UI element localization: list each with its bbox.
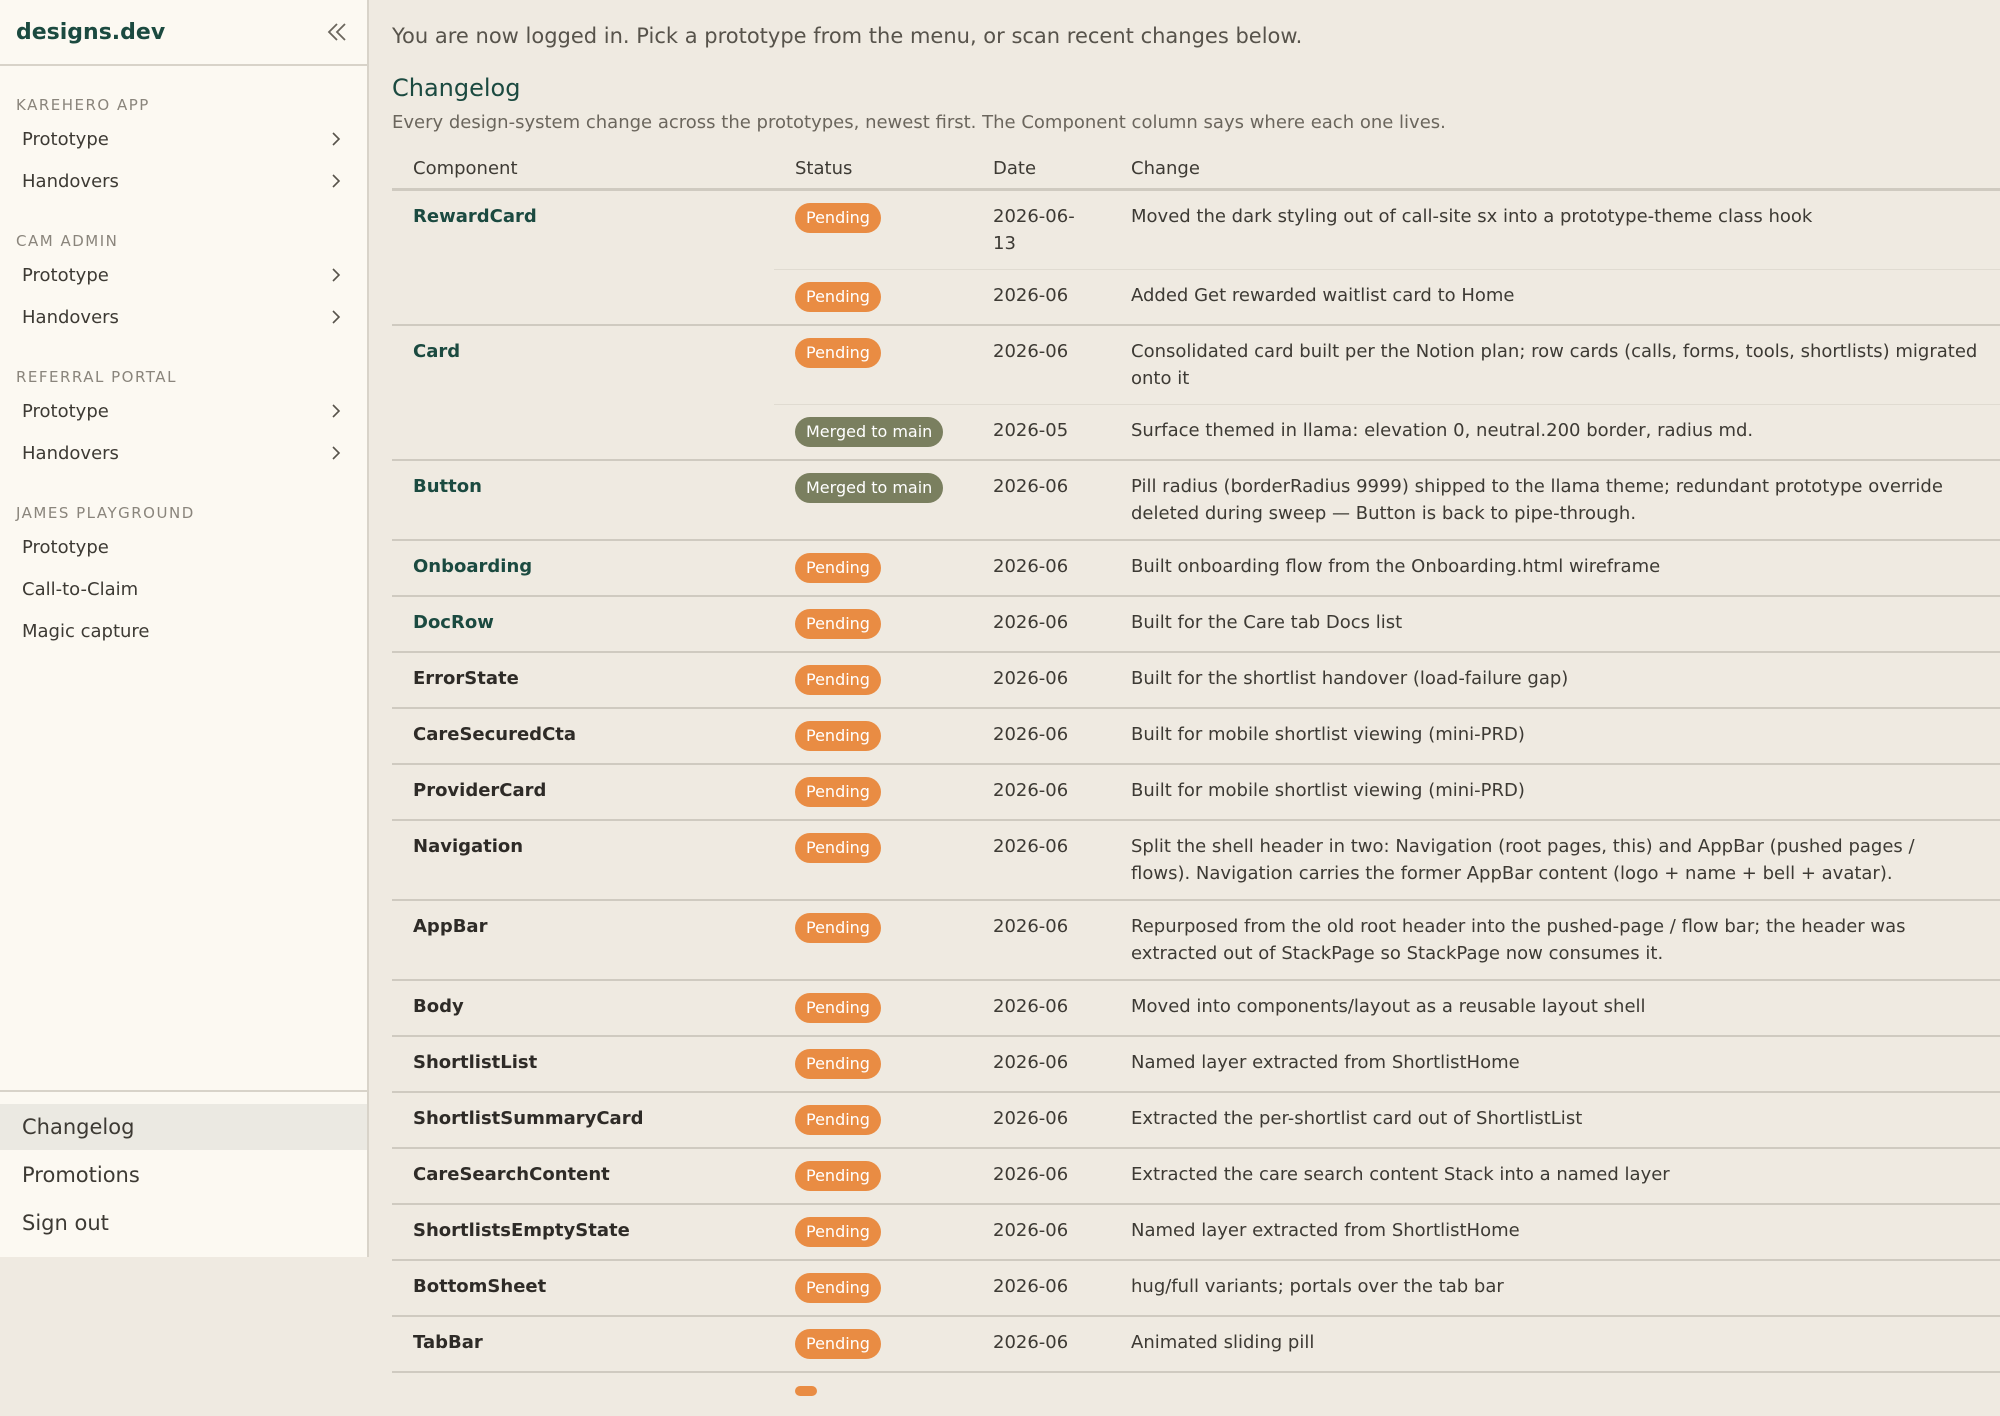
nav-group-label: CAM ADMIN	[0, 228, 367, 254]
change-cell: hug/full variants; portals over the tab bar	[1110, 1260, 2000, 1316]
change-cell: Surface themed in llama: elevation 0, neutral.200 border, radius md.	[1110, 405, 2000, 461]
sidebar-item-karehero-app-handovers[interactable]	[0, 160, 367, 202]
change-cell: Moved into components/layout as a reusable layout shell	[1110, 980, 2000, 1036]
column-header-component[interactable]: Component	[392, 148, 774, 190]
sidebar-nav	[0, 66, 367, 652]
nav-group-referral-portal	[0, 338, 367, 474]
change-cell: Repurposed from the old root header into the pushed-page / flow bar; the header was extracted out of StackPage so StackPage now consumes it.	[1110, 900, 2000, 980]
change-cell: Built for the shortlist handover (load-failure gap)	[1110, 652, 2000, 708]
status-badge: Pending	[795, 913, 881, 943]
sidebar-item-label: Handovers	[22, 307, 119, 328]
change-cell: Added Get rewarded waitlist card to Home	[1110, 270, 2000, 326]
nav-group-label: REFERRAL PORTAL	[0, 364, 367, 390]
date-cell: 2026-06	[972, 325, 1110, 405]
date-cell: 2026-06	[972, 1316, 1110, 1372]
chevron-right-icon	[329, 445, 345, 461]
status-cell	[774, 980, 972, 1036]
status-badge: Pending	[795, 665, 881, 695]
status-cell	[774, 190, 972, 270]
sidebar-item-karehero-app-prototype[interactable]	[0, 118, 367, 160]
component-name[interactable]: BottomSheet	[392, 1260, 774, 1316]
change-cell: Built for mobile shortlist viewing (mini-PRD)	[1110, 764, 2000, 820]
status-badge: Pending	[795, 1273, 881, 1303]
main-content	[371, 0, 2000, 1257]
status-cell	[774, 820, 972, 900]
table-row	[392, 1036, 2000, 1092]
date-cell: 2026-06	[972, 708, 1110, 764]
chevron-right-icon	[329, 267, 345, 283]
component-name[interactable]: ShortlistSummaryCard	[392, 1092, 774, 1148]
date-cell: 2026-06	[972, 652, 1110, 708]
sidebar-item-label: Prototype	[22, 265, 109, 286]
date-cell: 2026-06	[972, 460, 1110, 540]
sidebar-item-label: Handovers	[22, 443, 119, 464]
status-badge: Pending	[795, 203, 881, 233]
date-cell	[972, 1372, 1110, 1416]
page-title: Changelog	[392, 74, 1979, 108]
status-cell	[774, 900, 972, 980]
component-name[interactable]: ProviderCard	[392, 764, 774, 820]
table-row	[392, 1092, 2000, 1148]
status-cell	[774, 596, 972, 652]
sidebar-item-label: Call-to-Claim	[22, 579, 138, 600]
status-badge: Pending	[795, 721, 881, 751]
nav-group-label: JAMES PLAYGROUND	[0, 500, 367, 526]
date-cell: 2026-06	[972, 596, 1110, 652]
status-cell	[774, 325, 972, 405]
status-cell	[774, 1148, 972, 1204]
change-cell: Moved the dark styling out of call-site sx into a prototype-theme class hook	[1110, 190, 2000, 270]
column-header-change[interactable]: Change	[1110, 148, 2000, 190]
table-row	[392, 652, 2000, 708]
table-row	[392, 596, 2000, 652]
status-cell	[774, 1260, 972, 1316]
component-name[interactable]: ShortlistsEmptyState	[392, 1204, 774, 1260]
change-cell: Animated sliding pill	[1110, 1316, 2000, 1372]
change-cell: Pill radius (borderRadius 9999) shipped to the llama theme; redundant prototype override deleted during sweep — Button is back to pipe-through.	[1110, 460, 2000, 540]
change-cell: Named layer extracted from ShortlistHome	[1110, 1036, 2000, 1092]
date-cell: 2026-06	[972, 270, 1110, 326]
sidebar-item-referral-portal-prototype[interactable]	[0, 390, 367, 432]
component-name[interactable]: Body	[392, 980, 774, 1036]
table-row	[392, 1316, 2000, 1372]
sidebar-bottom-nav	[0, 1090, 367, 1248]
chevron-right-icon	[329, 403, 345, 419]
component-name[interactable]: ShortlistList	[392, 1036, 774, 1092]
table-row	[392, 325, 2000, 405]
date-cell: 2026-06	[972, 540, 1110, 596]
date-cell: 2026-05	[972, 405, 1110, 461]
nav-group-james-playground	[0, 474, 367, 652]
sidebar-item-james-playground-magic-capture[interactable]	[0, 610, 367, 652]
table-row	[392, 1148, 2000, 1204]
chevron-right-icon	[329, 309, 345, 325]
brand-name[interactable]: designs.dev	[16, 20, 165, 45]
sidebar-item-label: Handovers	[22, 171, 119, 192]
sidebar-item-cam-admin-handovers[interactable]	[0, 296, 367, 338]
change-cell: Built onboarding flow from the Onboarding.html wireframe	[1110, 540, 2000, 596]
sidebar-item-cam-admin-prototype[interactable]	[0, 254, 367, 296]
changelog-table	[392, 148, 2000, 1416]
date-cell: 2026-06	[972, 1148, 1110, 1204]
table-row	[392, 1260, 2000, 1316]
component-name[interactable]: Navigation	[392, 820, 774, 900]
table-row	[392, 820, 2000, 900]
change-cell: Extracted the per-shortlist card out of ShortlistList	[1110, 1092, 2000, 1148]
table-row	[392, 764, 2000, 820]
date-cell: 2026-06	[972, 980, 1110, 1036]
status-badge: Pending	[795, 1217, 881, 1247]
table-row	[392, 708, 2000, 764]
changelog-body	[392, 190, 2000, 1416]
component-name[interactable]: AppBar	[392, 900, 774, 980]
sidebar-item-referral-portal-handovers[interactable]	[0, 432, 367, 474]
status-badge: Pending	[795, 282, 881, 312]
table-row	[392, 190, 2000, 270]
status-cell	[774, 708, 972, 764]
date-cell: 2026-06	[972, 1260, 1110, 1316]
nav-group-cam-admin	[0, 202, 367, 338]
component-name[interactable]: Card	[392, 325, 774, 460]
change-cell: Named layer extracted from ShortlistHome	[1110, 1204, 2000, 1260]
component-name[interactable]: Onboarding	[392, 540, 774, 596]
sidebar-link-promotions[interactable]: Promotions	[0, 1152, 367, 1198]
date-cell: 2026-06	[972, 820, 1110, 900]
status-badge: Pending	[795, 833, 881, 863]
status-cell	[774, 1204, 972, 1260]
sidebar-item-james-playground-prototype[interactable]	[0, 526, 367, 568]
status-badge: Pending	[795, 1105, 881, 1135]
date-cell: 2026-06	[972, 764, 1110, 820]
table-header-row	[392, 148, 2000, 190]
column-header-date[interactable]: Date	[972, 148, 1110, 190]
sidebar-link-sign-out[interactable]: Sign out	[0, 1200, 367, 1246]
component-name[interactable]: TabBar	[392, 1316, 774, 1372]
status-badge: Pending	[795, 553, 881, 583]
status-badge: Pending	[795, 1329, 881, 1359]
change-cell	[1110, 1372, 2000, 1416]
status-badge: Pending	[795, 1161, 881, 1191]
column-header-status[interactable]: Status	[774, 148, 972, 190]
table-row	[392, 1372, 2000, 1416]
status-badge: Pending	[795, 338, 881, 368]
nav-group-karehero-app	[0, 66, 367, 202]
change-cell: Built for mobile shortlist viewing (mini-PRD)	[1110, 708, 2000, 764]
status-cell	[774, 540, 972, 596]
chevron-right-icon	[329, 173, 345, 189]
sidebar	[0, 0, 369, 1257]
status-cell	[774, 460, 972, 540]
change-cell: Built for the Care tab Docs list	[1110, 596, 2000, 652]
status-badge: Pending	[795, 609, 881, 639]
sidebar-item-label: Prototype	[22, 401, 109, 422]
component-name[interactable]: Button	[392, 460, 774, 540]
status-badge: Merged to main	[795, 417, 943, 447]
date-cell: 2026-06	[972, 1036, 1110, 1092]
status-badge: Pending	[795, 777, 881, 807]
component-name	[392, 1372, 774, 1416]
date-cell: 2026-06	[972, 1092, 1110, 1148]
table-row	[392, 980, 2000, 1036]
status-cell	[774, 270, 972, 326]
status-cell	[774, 1092, 972, 1148]
sidebar-item-label: Prototype	[22, 129, 109, 150]
page-subtitle: Every design-system change across the prototypes, newest first. The Component column says where each one lives.	[392, 112, 1979, 138]
status-badge: Pending	[795, 993, 881, 1023]
status-cell	[774, 1372, 972, 1416]
welcome-message: You are now logged in. Pick a prototype from the menu, or scan recent changes below.	[392, 24, 1979, 54]
status-cell	[774, 1316, 972, 1372]
component-name[interactable]: DocRow	[392, 596, 774, 652]
sidebar-item-label: Prototype	[22, 537, 109, 558]
status-cell	[774, 652, 972, 708]
nav-group-label: KAREHERO APP	[0, 92, 367, 118]
component-name[interactable]: ErrorState	[392, 652, 774, 708]
table-row	[392, 900, 2000, 980]
table-row	[392, 1204, 2000, 1260]
status-badge: Merged to main	[795, 473, 943, 503]
component-name[interactable]: RewardCard	[392, 190, 774, 326]
component-name[interactable]: CareSearchContent	[392, 1148, 774, 1204]
sidebar-link-changelog[interactable]: Changelog	[0, 1104, 367, 1150]
status-cell	[774, 764, 972, 820]
date-cell: 2026-06	[972, 1204, 1110, 1260]
change-cell: Extracted the care search content Stack into a named layer	[1110, 1148, 2000, 1204]
sidebar-item-label: Magic capture	[22, 621, 150, 642]
status-cell	[774, 1036, 972, 1092]
component-name[interactable]: CareSecuredCta	[392, 708, 774, 764]
change-cell: Consolidated card built per the Notion plan; row cards (calls, forms, tools, shortlists) migrated onto it	[1110, 325, 2000, 405]
brand-header	[0, 0, 367, 66]
table-row	[392, 460, 2000, 540]
status-cell	[774, 405, 972, 461]
status-badge	[795, 1386, 817, 1396]
table-row	[392, 540, 2000, 596]
date-cell: 2026-06-13	[972, 190, 1110, 270]
date-cell: 2026-06	[972, 900, 1110, 980]
status-badge: Pending	[795, 1049, 881, 1079]
sidebar-item-james-playground-call-to-claim[interactable]	[0, 568, 367, 610]
double-chevron-left-icon[interactable]	[323, 18, 351, 46]
change-cell: Split the shell header in two: Navigation (root pages, this) and AppBar (pushed pages / flows). Navigation carries the former AppBar content (logo + name + bell + avatar).	[1110, 820, 2000, 900]
chevron-right-icon	[329, 131, 345, 147]
